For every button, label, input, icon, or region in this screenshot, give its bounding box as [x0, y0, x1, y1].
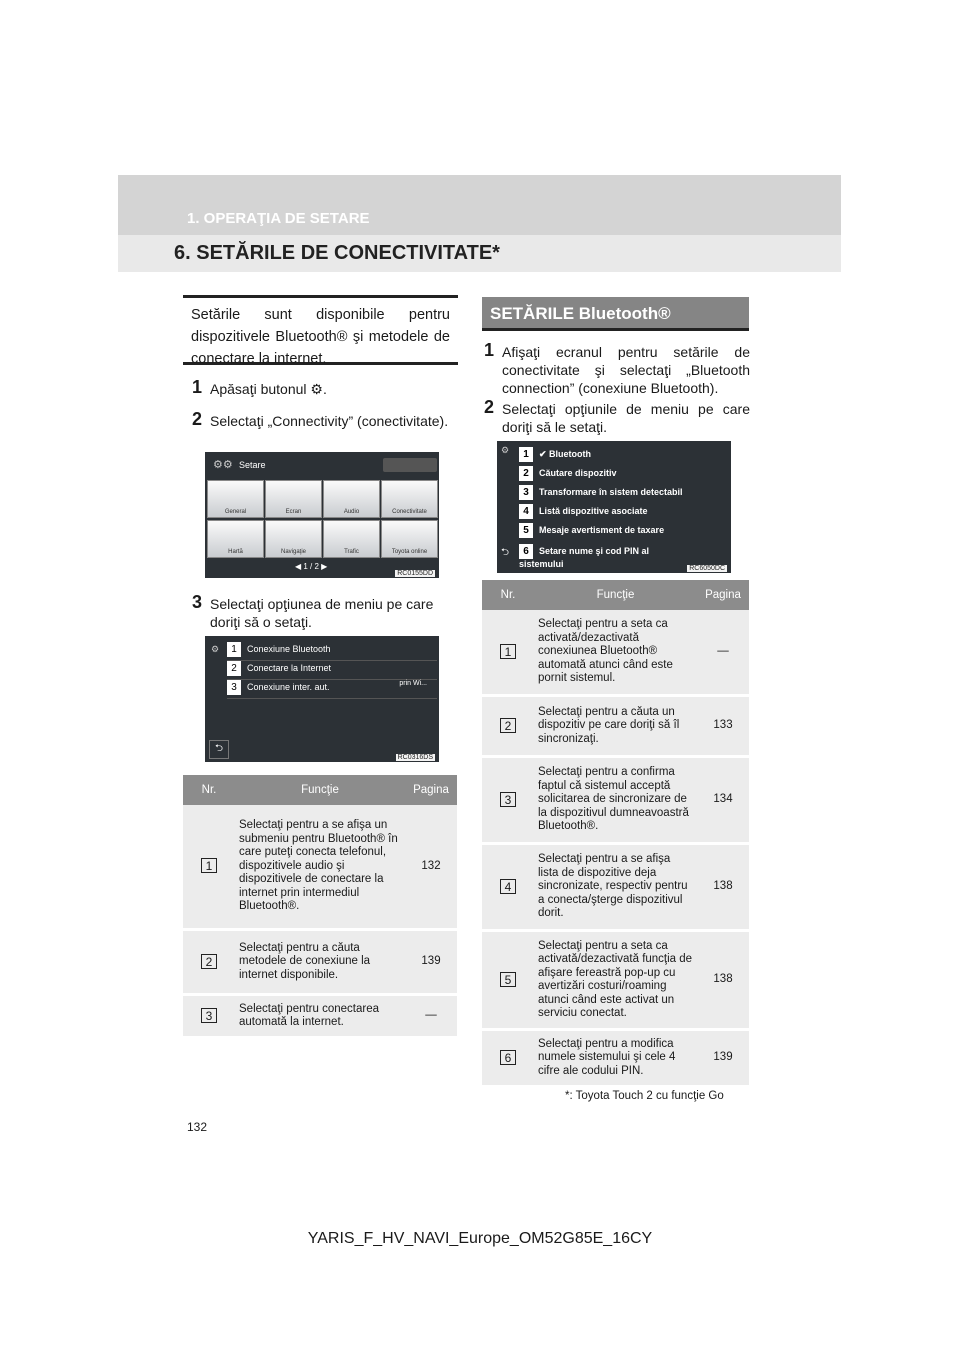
tile-ecran[interactable]: Ecran — [265, 480, 322, 518]
table-row: 6 Selectaţi pentru a modifica numele sistemului şi cele 4 cifre ale codului PIN. 139 — [482, 1030, 749, 1087]
table-row: 4 Selectaţi pentru a se afişa lista de dispozitive deja sincronizate, respectiv pentru a conecta/şterge dispozitivul dorit. 138 — [482, 844, 749, 931]
bluetooth-section-title: SETĂRILE Bluetooth® — [482, 297, 749, 331]
left-step-3: 3 Selectaţi opţiunea de meniu pe care doriţi să o setaţi. — [192, 592, 434, 630]
menu-bluetooth[interactable]: 1 Conexiune Bluetooth — [227, 642, 437, 661]
back-icon[interactable]: ⮌ — [209, 740, 229, 759]
menu-billing-warnings[interactable]: 5 Mesaje avertisment de taxare — [519, 523, 729, 541]
menu-auto-connect[interactable]: 3 Conexiune inter. aut. prin Wi... — [227, 680, 437, 699]
tile-harta[interactable]: Hartă — [207, 520, 264, 558]
screen-title: Setare — [239, 460, 266, 470]
table-row: 2 Selectaţi pentru a căuta un dispozitiv pe care doriţi să îl sincronizaţi. 133 — [482, 696, 749, 757]
table-row: 2 Selectaţi pentru a căuta metodele de conexiune la internet disponibile. 139 — [183, 930, 457, 995]
tile-general[interactable]: General — [207, 480, 264, 518]
col-nr: Nr. — [482, 580, 534, 610]
tile-conectivitate[interactable]: Conectivitate — [381, 480, 438, 518]
page-number: 132 — [187, 1120, 208, 1134]
table-row: 5 Selectaţi pentru a seta ca activată/dezactivată funcţia de afişare fereastră pop-up cu avertizări costuri/roaming atunci când este activat un serviciu conectat. 138 — [482, 931, 749, 1030]
menu-name-pin[interactable]: 6 Setare nume şi cod PIN al sistemului — [519, 546, 650, 569]
table-row: 3 Selectaţi pentru a confirma faptul că sistemul acceptă solicitarea de sincronizare de la dispozitivul dumneavoastră Bluetooth®. 134 — [482, 757, 749, 844]
back-icon[interactable]: ⮌ — [501, 547, 510, 558]
pager[interactable]: ◀ 1 / 2 ▶ — [295, 562, 328, 571]
tile-audio[interactable]: Audio — [323, 480, 380, 518]
status-indicators — [383, 458, 437, 472]
image-code: RC6050DC — [689, 565, 725, 572]
col-nr: Nr. — [183, 775, 235, 805]
col-pagina: Pagina — [697, 580, 749, 610]
left-step-1: 1 Apăsaţi butonul ⚙. — [192, 377, 327, 397]
left-function-table — [183, 775, 457, 1039]
right-step-1: 1 Afişaţi ecranul pentru setările de conectivitate şi selectaţi „Bluetooth connection” (conexiune Bluetooth). — [484, 340, 750, 396]
document-footer: YARIS_F_HV_NAVI_Europe_OM52G85E_16CY — [307, 1230, 653, 1247]
table-row: 1 Selectaţi pentru a se afişa un submeniu pentru Bluetooth® în care puteţi conecta telefonul, dispozitivele audio şi dispozitivele de conectare la internet prin intermediul Bluetooth®. 132 — [183, 805, 457, 930]
settings-screen — [205, 452, 439, 578]
menu-discoverable[interactable]: 3 Transformare în sistem detectabil — [519, 485, 729, 503]
left-step-2: 2 Selectaţi „Connectivity” (conectivitate). — [192, 409, 449, 429]
gear-icon: ⚙ — [501, 445, 510, 455]
tile-toyota-online[interactable]: Toyota online — [381, 520, 438, 558]
footnote: *: Toyota Touch 2 cu funcţie Go — [565, 1090, 724, 1102]
right-step-2: 2 Selectaţi opţiunile de meniu pe care doriţi să le setaţi. — [484, 397, 750, 435]
chapter-title: 6. SETĂRILE DE CONECTIVITATE* — [174, 242, 500, 264]
table-row: 3 Selectaţi pentru conectarea automată la internet. — — [183, 995, 457, 1038]
tile-trafic[interactable]: Trafic — [323, 520, 380, 558]
gear-icon: ⚙ — [211, 644, 220, 654]
right-function-table — [482, 580, 749, 1088]
col-functie: Funcţie — [235, 775, 405, 805]
image-code: RC0155DD — [397, 570, 433, 577]
menu-search-device[interactable]: 2 Căutare dispozitiv — [519, 466, 729, 484]
gear-icon: ⚙⚙ — [213, 459, 233, 471]
menu-bt-toggle[interactable]: 1 ✔ Bluetooth — [519, 447, 729, 465]
connectivity-screen — [205, 636, 439, 762]
intro-box: Setările sunt disponibile pentru dispozitivele Bluetooth® şi metodele de conectare la internet. — [183, 295, 458, 365]
section-title: 1. OPERAŢIA DE SETARE — [187, 210, 370, 227]
col-functie: Funcţie — [534, 580, 697, 610]
col-pagina: Pagina — [405, 775, 457, 805]
menu-internet[interactable]: 2 Conectare la Internet — [227, 661, 437, 680]
table-row: 1 Selectaţi pentru a seta ca activată/dezactivată conexiunea Bluetooth® automată atunci când este pornit sistemul. — — [482, 610, 749, 696]
tile-navigatie[interactable]: Navigaţie — [265, 520, 322, 558]
image-code: RC0316DS — [397, 754, 433, 761]
bluetooth-settings-screen — [497, 441, 731, 573]
menu-paired-list[interactable]: 4 Listă dispozitive asociate — [519, 504, 729, 522]
